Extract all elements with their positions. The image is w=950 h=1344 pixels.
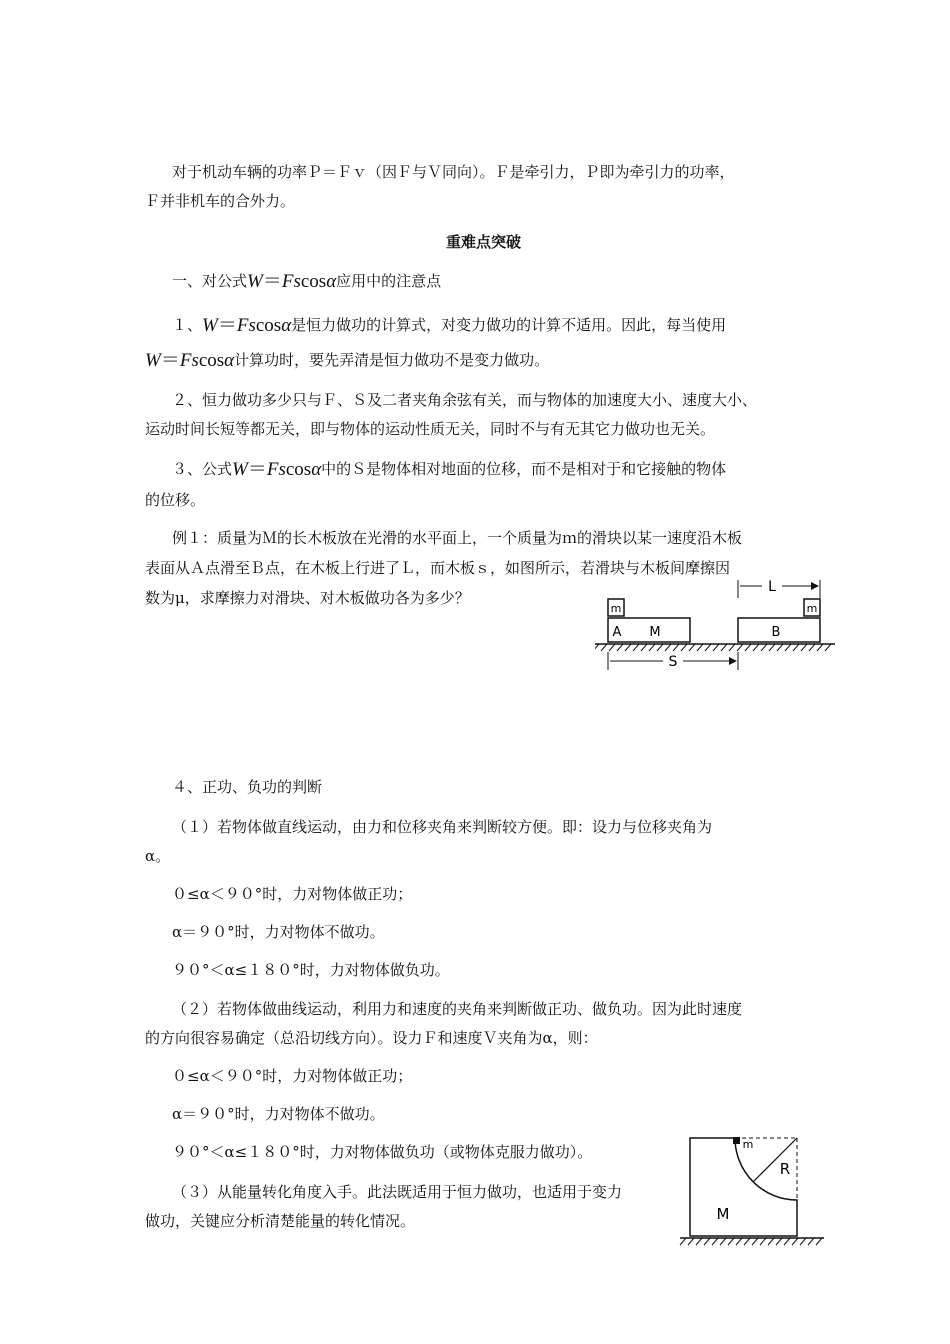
formula-rhs: Fs	[281, 271, 301, 292]
section-1-suffix: 应用中的注意点	[336, 272, 442, 290]
example-1-line3: 数为μ，求摩擦力对滑块、对木板做功各为多少？	[145, 589, 470, 607]
formula-w-fs-cos	[232, 459, 321, 480]
example-1-line2: 表面从Ａ点滑至Ｂ点，在木板上行进了Ｌ，而木板ｓ，如图所示，若滑块与木板间摩擦因	[145, 559, 731, 577]
formula-lhs: W	[232, 459, 248, 480]
section-1-title	[172, 271, 441, 292]
radius-label: R	[779, 1160, 791, 1178]
item-2-line1: ２、恒力做功多少只与Ｆ、Ｓ及二者夹角余弦有关，而与物体的加速度大小、速度大小、	[172, 391, 758, 409]
small-block	[733, 1137, 740, 1144]
case-2-line2: 的方向很容易确定（总沿切线方向）。设力Ｆ和速度Ｖ夹角为α，则：	[145, 1029, 598, 1047]
section-1-prefix: 一、对公式	[172, 272, 248, 290]
block-final-label: m	[806, 602, 818, 615]
figure-board-and-block	[595, 572, 840, 677]
formula-alpha: α	[326, 271, 337, 292]
item-1-prefix: １、	[172, 316, 203, 334]
formula-alpha: α	[281, 315, 292, 336]
ground-hatch	[595, 644, 831, 651]
case-2-rule-zero: α＝９０°时，力对物体不做功。	[172, 1105, 385, 1123]
formula-eq: ＝	[160, 350, 180, 371]
formula-cos: cos	[198, 350, 225, 371]
block-big-m	[690, 1138, 797, 1236]
formula-cos: cos	[285, 459, 312, 480]
item-3-line1	[172, 459, 726, 480]
case-1-rule-positive: ０≤α＜９０°时，力对物体做正功；	[172, 885, 413, 903]
radius-line	[753, 1138, 797, 1182]
formula-eq: ＝	[247, 459, 267, 480]
case-1-line2: α。	[145, 847, 171, 865]
example-1-line1: 例１：质量为Ｍ的长木板放在光滑的水平面上，一个质量为ｍ的滑块以某一速度沿木板	[172, 529, 743, 547]
paragraph-power-line2: Ｆ并非机车的合外力。	[145, 192, 296, 210]
case-1-line1: （１）若物体做直线运动，由力和位移夹角来判断较方便。即：设力与位移夹角为	[172, 818, 713, 836]
formula-lhs: W	[202, 315, 218, 336]
formula-rhs: Fs	[266, 459, 286, 480]
ground-hatch	[680, 1238, 822, 1245]
big-block-label: M	[716, 1205, 730, 1223]
case-3-line1: （３）从能量转化角度入手。此法既适用于恒力做功，也适用于变力	[172, 1183, 623, 1201]
formula-alpha: α	[311, 459, 322, 480]
case-1-rule-zero: α＝９０°时，力对物体不做功。	[172, 923, 385, 941]
item-2-line2: 运动时间长短等都无关，即与物体的运动性质无关，同时不与有无其它力做功也无关。	[145, 420, 716, 438]
formula-lhs: W	[145, 350, 161, 371]
formula-w-fs-cos	[202, 315, 291, 336]
section-heading: 重难点突破	[446, 233, 522, 251]
item-1-text: 是恒力做功的计算式，对变力做功的计算不适用。因此，每当使用	[291, 316, 727, 334]
paragraph-power-line1: 对于机动车辆的功率Ｐ＝Ｆｖ（因Ｆ与Ｖ同向）。Ｆ是牵引力，Ｐ即为牵引力的功率，	[172, 163, 735, 181]
item-1-line2	[145, 350, 549, 371]
block-initial-label: m	[610, 602, 622, 615]
formula-w-fs-cos	[145, 350, 234, 371]
formula-eq: ＝	[217, 315, 237, 336]
l-dim-label: L	[768, 579, 776, 595]
case-2-rule-positive: ０≤α＜９０°时，力对物体做正功；	[172, 1067, 413, 1085]
formula-rhs: Fs	[236, 315, 256, 336]
point-a-label: A	[612, 625, 622, 640]
item-3-line2: 的位移。	[145, 491, 206, 509]
item-3-text: 中的Ｓ是物体相对地面的位移，而不是相对于和它接触的物体	[321, 460, 727, 478]
small-block-label: m	[742, 1138, 754, 1151]
formula-eq: ＝	[262, 271, 282, 292]
s-dim-label: S	[668, 654, 678, 670]
case-2-rule-negative: ９０°＜α≤１８０°时，力对物体做负功（或物体克服力做功）。	[172, 1143, 593, 1161]
formula-lhs: W	[247, 271, 263, 292]
formula-cos: cos	[255, 315, 282, 336]
point-b-label: B	[771, 625, 781, 640]
formula-w-fs-cos	[247, 271, 336, 292]
case-3-line2: 做功，关键应分析清楚能量的转化情况。	[145, 1212, 416, 1230]
item-3-prefix: ３、公式	[172, 460, 233, 478]
item-4-title: ４、正功、负功的判断	[172, 778, 323, 796]
formula-cos: cos	[300, 271, 327, 292]
figure-block-with-quarter-circle	[678, 1130, 828, 1250]
item-1-text-2: 计算功时，要先弄清是恒力做功不是变力做功。	[234, 351, 550, 369]
formula-alpha: α	[224, 350, 235, 371]
formula-rhs: Fs	[179, 350, 199, 371]
board-mass-label: M	[649, 625, 661, 640]
case-2-line1: （２）若物体做曲线运动，利用力和速度的夹角来判断做正功、做负功。因为此时速度	[172, 1000, 743, 1018]
case-1-rule-negative: ９０°＜α≤１８０°时，力对物体做负功。	[172, 961, 450, 979]
item-1-line1	[172, 315, 726, 336]
